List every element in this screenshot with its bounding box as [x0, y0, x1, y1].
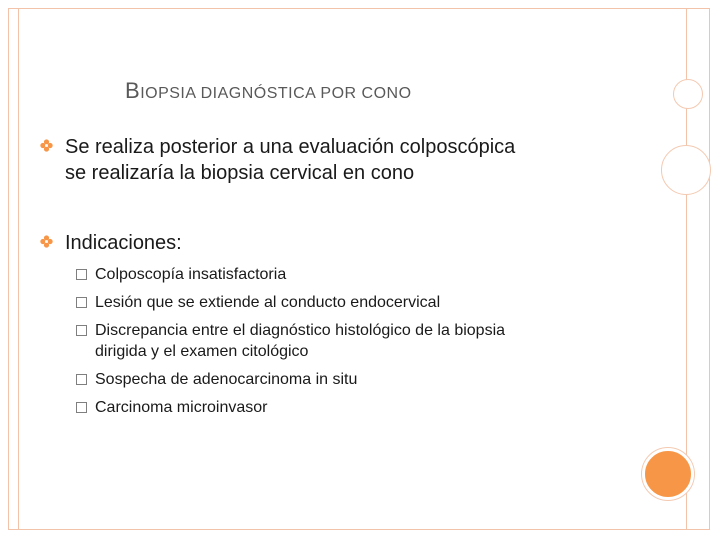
title-initial: B	[125, 78, 141, 103]
indication-1-line-1: Colposcopía insatisfactoria	[95, 266, 287, 283]
indication-4-line-1: Sospecha de adenocarcinoma in situ	[95, 371, 358, 388]
checkbox-bullet-icon	[76, 402, 87, 413]
indication-5-line-1: Carcinoma microinvasor	[95, 399, 268, 416]
indication-item	[76, 264, 636, 285]
indication-3-line-2: dirigida y el examen citológico	[95, 343, 309, 360]
flower-bullet-icon	[40, 139, 53, 152]
bullet-1-line-1: Se realiza posterior a una evaluación colposcópica	[65, 136, 516, 158]
indication-item	[76, 397, 636, 418]
bullet-item-2	[40, 230, 182, 256]
checkbox-bullet-icon	[76, 297, 87, 308]
frame-left-line	[18, 8, 19, 530]
slide-title	[125, 78, 412, 104]
bullet-1-line-2: se realizaría la biopsia cervical en cono	[65, 162, 415, 184]
title-rest: IOPSIA DIAGNÓSTICA POR CONO	[140, 85, 412, 102]
decorative-circle-accent	[642, 448, 694, 500]
checkbox-bullet-icon	[76, 374, 87, 385]
bullet-2-line-1: Indicaciones:	[65, 232, 182, 254]
checkbox-bullet-icon	[76, 325, 87, 336]
checkbox-bullet-icon	[76, 269, 87, 280]
indication-3-line-1: Discrepancia entre el diagnóstico histológico de la biopsia	[95, 322, 506, 339]
indications-list	[76, 264, 636, 425]
indication-item	[76, 320, 636, 362]
bullet-item-1	[40, 134, 515, 186]
flower-bullet-icon	[40, 235, 53, 248]
decorative-circle-small	[673, 79, 703, 109]
indication-item	[76, 369, 636, 390]
indication-item	[76, 292, 636, 313]
decorative-circle-medium	[661, 145, 711, 195]
indication-2-line-1: Lesión que se extiende al conducto endocervical	[95, 294, 441, 311]
